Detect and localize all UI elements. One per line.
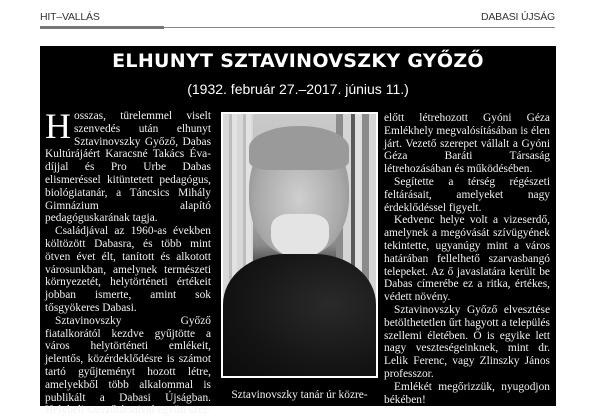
article-dates: (1932. február 27.–2017. június 11.) [187,81,409,97]
header-rule-accent [40,26,164,29]
portrait-body [223,254,376,378]
paragraph: Sztavinovszky Győző elvesztése betölthetetlen űrt hagyott a település szellemi életében. Ő is egyike lett nagy veszteségeinknek, mint dr. Lelik Ferenc, vagy Zlinszky János professzor. [384,303,550,380]
paragraph: előtt létrehozott Gyóni Géza Emlékhely megvalósításában is élen járt. Vezető szerepet vállalt a Gyóni Géza Baráti Társaság létrehozásában és működésében. [384,112,550,176]
paragraph: Emlékét megőrizzük, nyugodjon békében! [384,380,550,406]
paragraph: Hosszas, türelemmel viselt szenvedés után elhunyt Sztavinovszky Győző, Dabas Kultúrájáért Karacsné Takács Éva-díjjal és Pro Urbe Dabas elismeréssel kitüntetett pedagógus, biológiatanár, a Táncsics Mihály Gimnázium alapító pedagóguskarának tagja. [45,106,211,225]
paragraph: Kedvenc helye volt a vizeserdő, amelynek a megóvását szívügyének tekintette, ugyanúgy mint a város határában fellelhető szarvasbangó telepeket. Az ő javaslatára került be Dabas címerébe ez a ritka, értékes, védett növény. [384,214,550,304]
photo-caption: Sztavinovszky tanár úr közre- [231,389,368,401]
article-title: ELHUNYT SZTAVINOVSZKY GYŐZŐ [112,50,484,72]
portrait-hair [249,126,349,170]
paragraph: Sztavinovszky Győző fiatalkorától kezdve gyűjtötte a város helytörténeti emlékeit, jelentős, közérdeklődésre is számot tartó gyűjteményt hozott létre, amelyekből több alkalommal is publikált a Dabasi Újságban. Helybeli szerzőtársaival együtt szer- [45,314,211,417]
portrait-photo [221,112,378,378]
section-label: HIT–VALLÁS [40,11,100,23]
left-column [45,106,211,417]
paragraph: Családjával az 1960-as években költözött Dabasra, és több mint ötven évet élt, tanított és alkotott városunkban, amelynek természeti környezetét, helytörténeti értékeit jobban ismerte, amint sok tősgyökeres Dabasi. [45,225,211,314]
portrait-beard [271,214,329,258]
right-column [384,112,550,406]
drop-cap: H [45,106,71,146]
publication-name: DABASI ÚJSÁG [480,11,555,23]
obituary-box [40,46,556,417]
paragraph: Segítette a térség régészeti feltárásait, amelyeket nagy érdeklődéssel figyelt. [384,175,550,214]
